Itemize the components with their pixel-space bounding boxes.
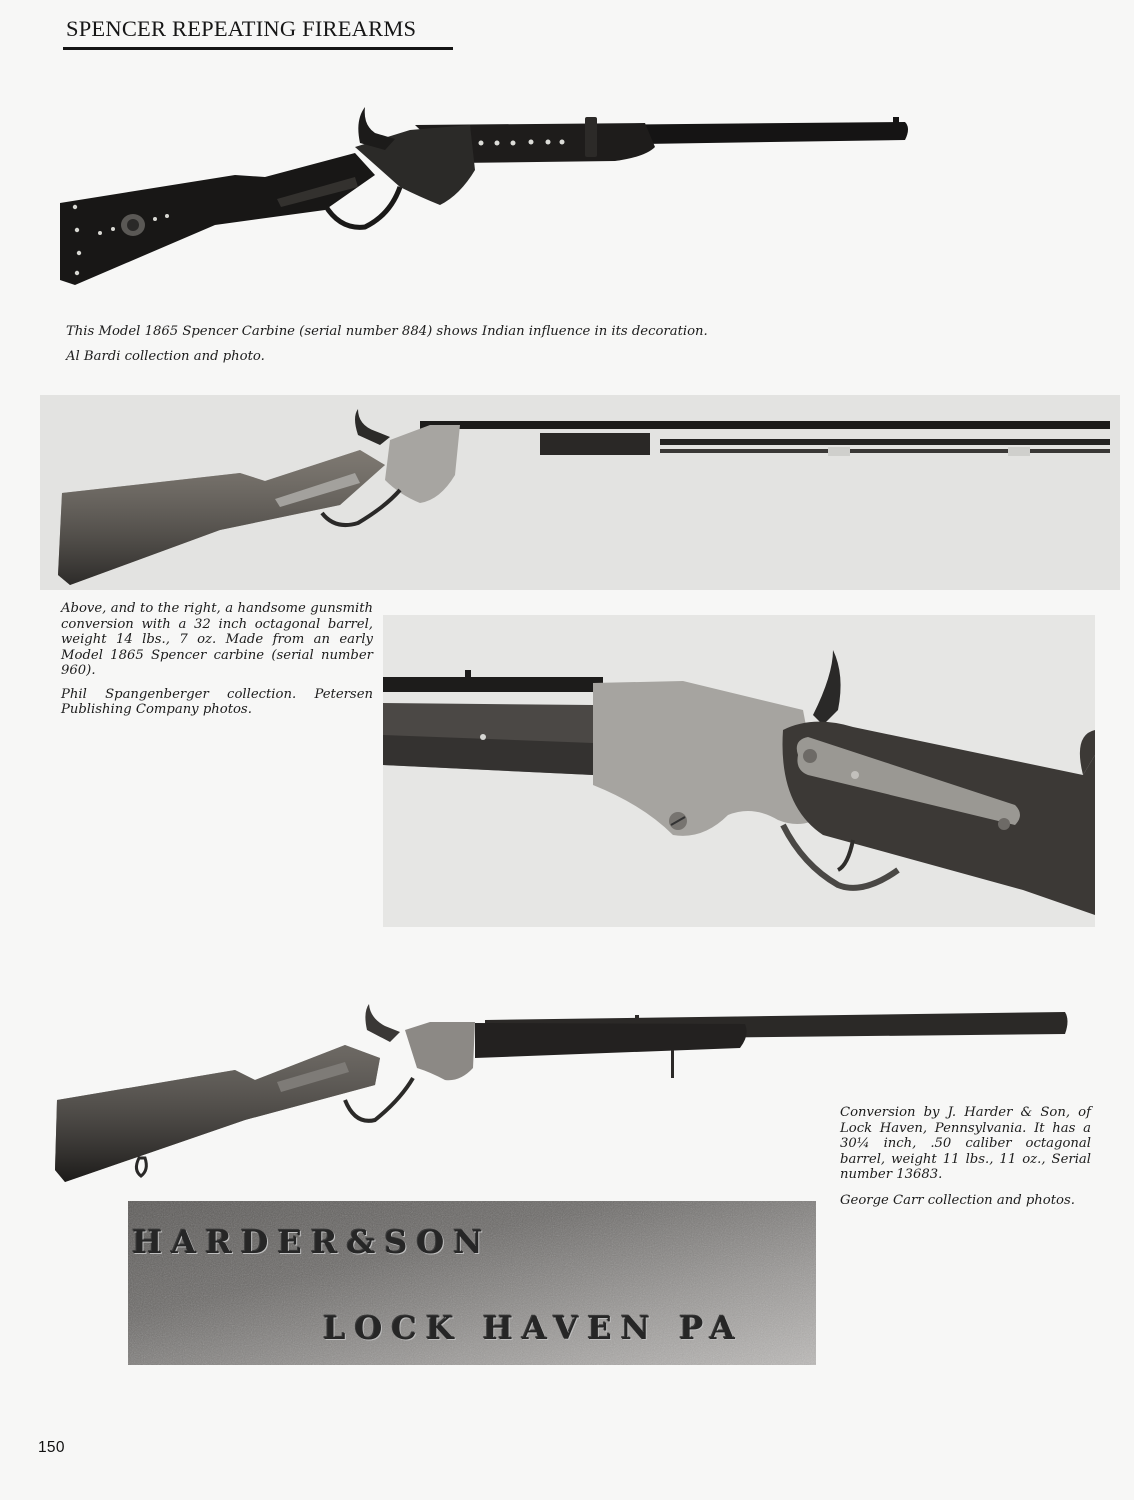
caption-text: This Model 1865 Spencer Carbine (serial number 884) shows Indian influence in its decoration.	[66, 324, 708, 339]
running-header: SPENCER REPEATING FIREARMS	[66, 16, 417, 41]
photo-receiver-closeup	[383, 615, 1095, 927]
photo-credit: Al Bardi collection and photo.	[66, 348, 265, 364]
rifle-illustration	[40, 395, 1120, 590]
caption-text: Conversion by J. Harder & Son, of Lock Haven, Pennsylvania. It has a 30¼ inch, .50 caliber octagonal barrel, weight 11 lbs., 11 oz., Serial number 13683.	[840, 1105, 1091, 1182]
caption-figure-2	[61, 601, 373, 718]
header-rule	[63, 47, 453, 50]
caption-text: Above, and to the right, a handsome gunsmith conversion with a 32 inch octagonal barrel, weight 14 lbs., 7 oz. Made from an early Model 1865 Spencer carbine (serial number 960).	[61, 601, 373, 678]
photo-credit: Phil Spangenberger collection. Petersen Publishing Company photos.	[61, 686, 373, 717]
page-number: 150	[38, 1439, 65, 1456]
rifle-illustration	[55, 95, 925, 295]
stamp-line-1: HARDER&SON	[132, 1223, 492, 1261]
photo-decorated-carbine	[55, 95, 925, 295]
photo-gunsmith-conversion	[40, 395, 1120, 590]
caption-figure-1	[66, 324, 766, 364]
stamp-line-2: LOCK HAVEN PA	[323, 1309, 744, 1347]
photo-credit: George Carr collection and photos.	[840, 1192, 1075, 1208]
receiver-illustration	[383, 615, 1095, 927]
photo-makers-stamp	[128, 1201, 816, 1365]
caption-figure-4	[840, 1105, 1091, 1208]
